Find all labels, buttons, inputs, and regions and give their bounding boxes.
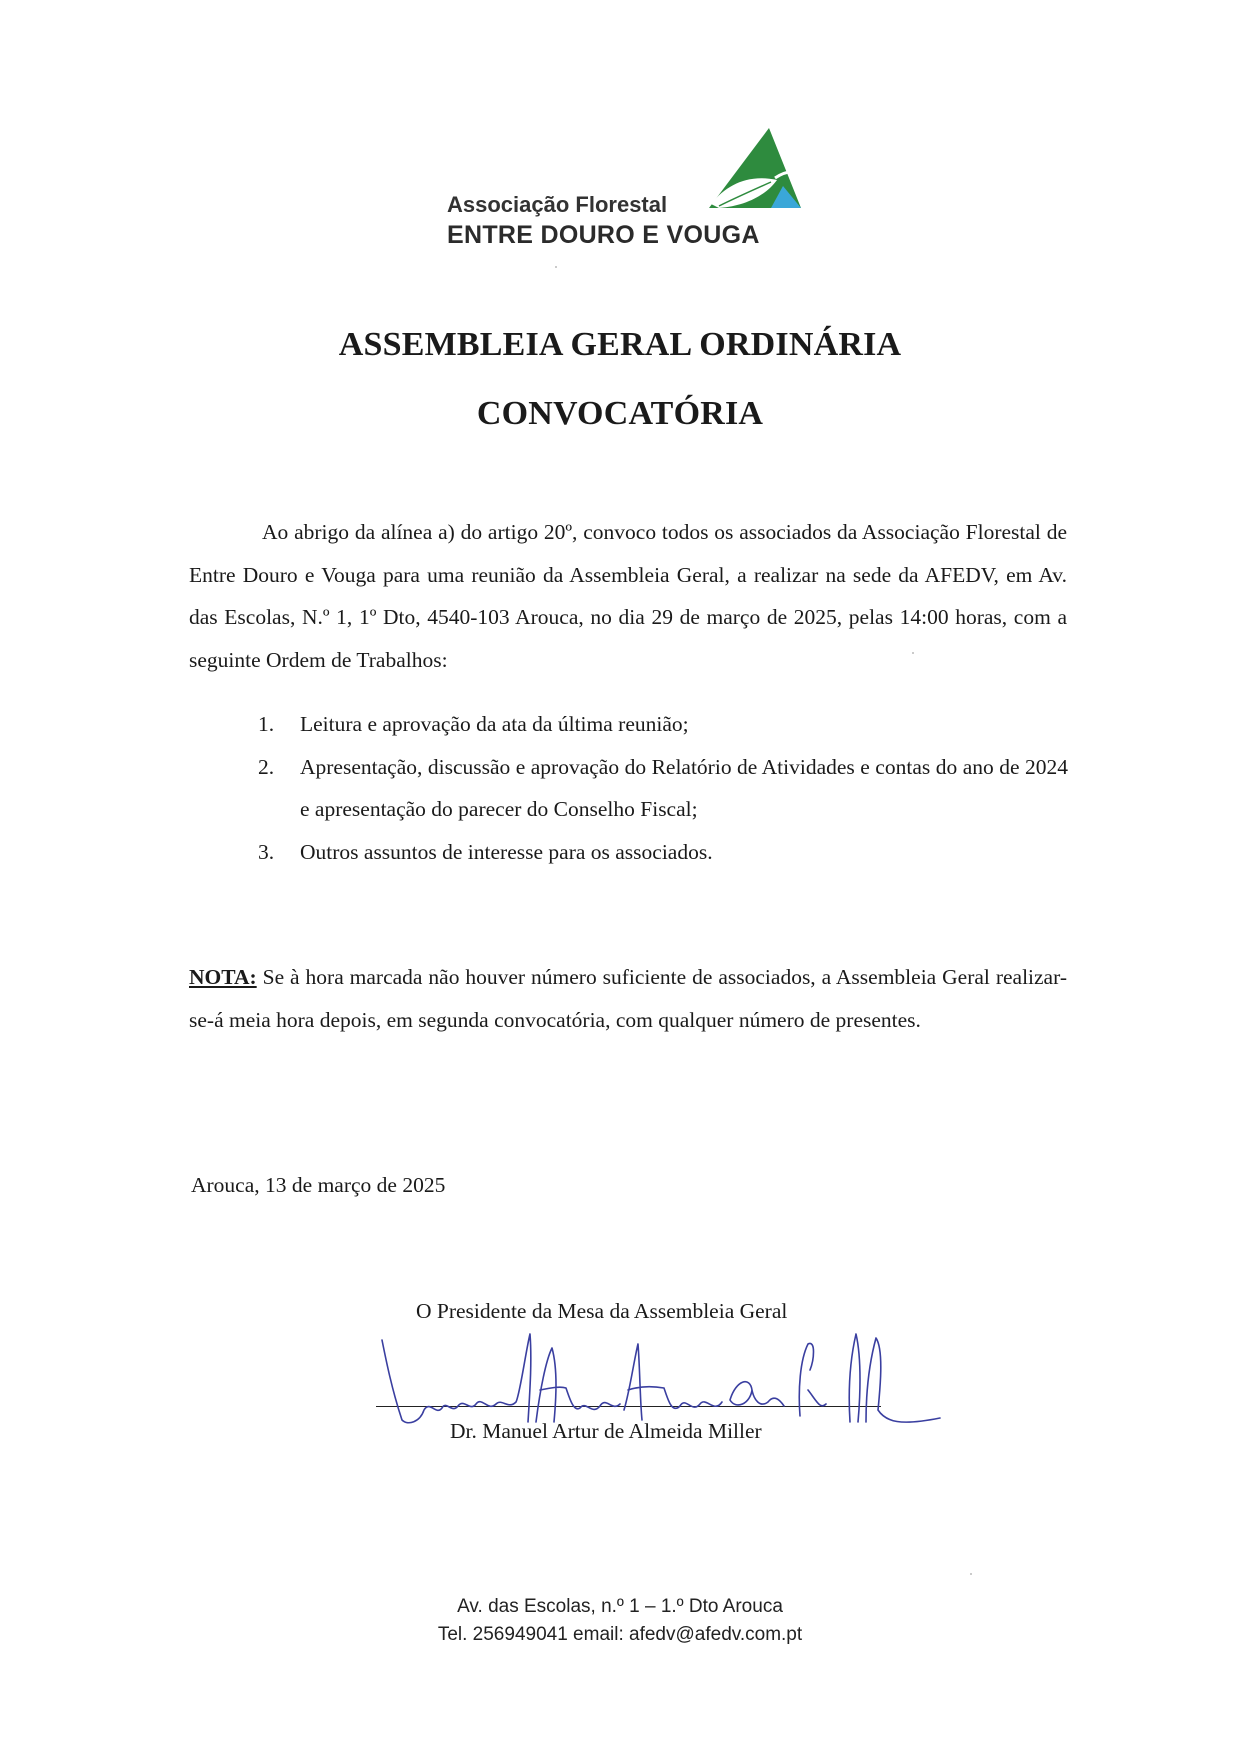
agenda-item (258, 703, 1068, 746)
date-line: Arouca, 13 de março de 2025 (191, 1173, 446, 1197)
agenda-item (258, 746, 1068, 831)
scan-speck (970, 1573, 972, 1575)
organization-logo (447, 128, 807, 248)
agenda-item-number: 2. (258, 754, 275, 779)
scan-speck (555, 266, 557, 268)
document-subtitle: CONVOCATÓRIA (476, 395, 764, 432)
footer-address: Av. das Escolas, n.º 1 – 1.º Dto Arouca (457, 1596, 783, 1617)
agenda-item-number: 1. (258, 712, 275, 736)
logo-text-region: ENTRE DOURO E VOUGA (447, 221, 760, 249)
agenda-item-text: Outros assuntos de interesse para os associados. (300, 839, 713, 864)
signatory-role: O Presidente da Mesa da Assembleia Geral (416, 1299, 788, 1323)
agenda-item (258, 831, 1068, 874)
note-label: NOTA: (189, 965, 257, 989)
agenda-item-number: 3. (258, 839, 275, 864)
handwritten-signature (380, 1330, 960, 1430)
scan-speck (912, 652, 914, 654)
agenda-item-text: Apresentação, discussão e aprovação do Relatório de Atividades e contas do ano de 2024 e apresentação do parecer do Conselho Fiscal; (300, 754, 1068, 821)
logo-text-association: Associação Florestal (447, 192, 668, 217)
note-paragraph (189, 956, 1067, 1041)
agenda-list (258, 703, 1068, 873)
intro-paragraph: Ao abrigo da alínea a) do artigo 20º, convoco todos os associados da Associação Florestal de Entre Douro e Vouga para uma reunião da Assembleia Geral, a realizar na sede da AFEDV, em Av. das Escolas, N.º 1, 1º Dto, 4540-103 Arouca, no dia 29 de março de 2025, pelas 14:00 horas, com a seguinte Ordem de Trabalhos: (189, 520, 1067, 672)
document-title: ASSEMBLEIA GERAL ORDINÁRIA (338, 326, 902, 363)
footer-contact: Tel. 256949041 email: afedv@afedv.com.pt (437, 1624, 803, 1645)
agenda-item-text: Leitura e aprovação da ata da última reunião; (300, 712, 689, 736)
signatory-name: Dr. Manuel Artur de Almeida Miller (450, 1419, 762, 1443)
triangle-leaf-icon (705, 128, 805, 216)
note-text: Se à hora marcada não houver número suficiente de associados, a Assembleia Geral realizar-se-á meia hora depois, em segunda convocatória, com qualquer número de presentes. (189, 965, 1067, 1032)
